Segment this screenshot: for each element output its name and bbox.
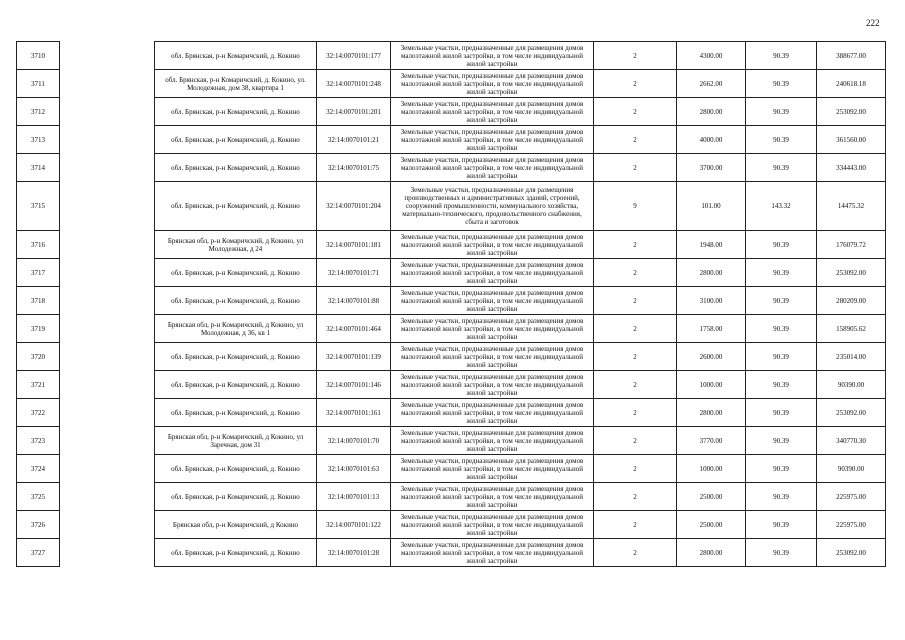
address-cell: обл. Брянская, р-н Комаричский, д. Кокино bbox=[155, 343, 317, 371]
table-row bbox=[17, 399, 886, 427]
empty-gap-cell bbox=[60, 154, 155, 182]
row-number-cell: 3711 bbox=[17, 70, 60, 98]
cadastral-number-cell: 32:14:0070101:71 bbox=[317, 259, 391, 287]
specific-value-cell: 90.39 bbox=[746, 511, 817, 539]
cadastral-value-cell: 334443.00 bbox=[817, 154, 886, 182]
empty-gap-cell bbox=[60, 371, 155, 399]
group-cell: 2 bbox=[594, 343, 677, 371]
page-number: 222 bbox=[866, 18, 880, 28]
address-cell: Брянская обл, р-н Комаричский, д Кокино bbox=[155, 511, 317, 539]
land-use-cell: Земельные участки, предназначенные для размещения домов малоэтажной жилой застройки, в том числе индивидуальной жилой застройки bbox=[391, 42, 594, 70]
group-cell: 2 bbox=[594, 399, 677, 427]
specific-value-cell: 90.39 bbox=[746, 70, 817, 98]
area-cell: 2500.00 bbox=[677, 511, 746, 539]
empty-gap-cell bbox=[60, 455, 155, 483]
cadastral-value-cell: 225975.00 bbox=[817, 483, 886, 511]
group-cell: 2 bbox=[594, 371, 677, 399]
group-cell: 2 bbox=[594, 315, 677, 343]
cadastral-value-cell: 253092.00 bbox=[817, 539, 886, 567]
cadastral-value-cell: 14475.32 bbox=[817, 182, 886, 231]
empty-gap-cell bbox=[60, 483, 155, 511]
table-row bbox=[17, 126, 886, 154]
row-number-cell: 3712 bbox=[17, 98, 60, 126]
cadastral-number-cell: 32:14:0070101:181 bbox=[317, 231, 391, 259]
land-use-cell: Земельные участки, предназначенные для размещения домов малоэтажной жилой застройки, в том числе индивидуальной жилой застройки bbox=[391, 427, 594, 455]
land-use-cell: Земельные участки, предназначенные для размещения производственных и административных зданий, строений, сооружений промышленности, коммунального хозяйства, материально-технического, продовольственного снабжения, сбыта и заготовок bbox=[391, 182, 594, 231]
specific-value-cell: 90.39 bbox=[746, 98, 817, 126]
address-cell: обл. Брянская, р-н Комаричский, д. Кокино bbox=[155, 287, 317, 315]
area-cell: 3700.00 bbox=[677, 154, 746, 182]
table-row bbox=[17, 259, 886, 287]
address-cell: обл. Брянская, р-н Комаричский, д. Кокино bbox=[155, 98, 317, 126]
group-cell: 2 bbox=[594, 455, 677, 483]
specific-value-cell: 90.39 bbox=[746, 231, 817, 259]
empty-gap-cell bbox=[60, 259, 155, 287]
land-use-cell: Земельные участки, предназначенные для размещения домов малоэтажной жилой застройки, в том числе индивидуальной жилой застройки bbox=[391, 287, 594, 315]
group-cell: 2 bbox=[594, 287, 677, 315]
area-cell: 2800.00 bbox=[677, 259, 746, 287]
group-cell: 2 bbox=[594, 70, 677, 98]
group-cell: 2 bbox=[594, 539, 677, 567]
address-cell: обл. Брянская, р-н Комаричский, д. Кокино bbox=[155, 182, 317, 231]
group-cell: 2 bbox=[594, 427, 677, 455]
area-cell: 2600.00 bbox=[677, 343, 746, 371]
cadastral-number-cell: 32:14:0070101:122 bbox=[317, 511, 391, 539]
cadastral-number-cell: 32:14:0070101:161 bbox=[317, 399, 391, 427]
empty-gap-cell bbox=[60, 539, 155, 567]
land-use-cell: Земельные участки, предназначенные для размещения домов малоэтажной жилой застройки, в том числе индивидуальной жилой застройки bbox=[391, 343, 594, 371]
land-use-cell: Земельные участки, предназначенные для размещения домов малоэтажной жилой застройки, в том числе индивидуальной жилой застройки bbox=[391, 126, 594, 154]
empty-gap-cell bbox=[60, 287, 155, 315]
area-cell: 1000.00 bbox=[677, 371, 746, 399]
address-cell: обл. Брянская, р-н Комаричский, д. Кокино bbox=[155, 42, 317, 70]
land-use-cell: Земельные участки, предназначенные для размещения домов малоэтажной жилой застройки, в том числе индивидуальной жилой застройки bbox=[391, 483, 594, 511]
land-use-cell: Земельные участки, предназначенные для размещения домов малоэтажной жилой застройки, в том числе индивидуальной жилой застройки bbox=[391, 399, 594, 427]
cadastral-number-cell: 32:14:0070101:201 bbox=[317, 98, 391, 126]
cadastral-number-cell: 32:14:0070101:21 bbox=[317, 126, 391, 154]
table-row bbox=[17, 70, 886, 98]
empty-gap-cell bbox=[60, 70, 155, 98]
row-number-cell: 3715 bbox=[17, 182, 60, 231]
cadastral-value-cell: 90390.00 bbox=[817, 455, 886, 483]
area-cell: 1000.00 bbox=[677, 455, 746, 483]
land-use-cell: Земельные участки, предназначенные для размещения домов малоэтажной жилой застройки, в том числе индивидуальной жилой застройки bbox=[391, 455, 594, 483]
specific-value-cell: 90.39 bbox=[746, 539, 817, 567]
specific-value-cell: 90.39 bbox=[746, 287, 817, 315]
table-row bbox=[17, 343, 886, 371]
cadastral-value-cell: 176079.72 bbox=[817, 231, 886, 259]
area-cell: 2662.00 bbox=[677, 70, 746, 98]
table-row bbox=[17, 455, 886, 483]
table-body bbox=[17, 42, 886, 567]
empty-gap-cell bbox=[60, 511, 155, 539]
specific-value-cell: 90.39 bbox=[746, 427, 817, 455]
land-use-cell: Земельные участки, предназначенные для размещения домов малоэтажной жилой застройки, в том числе индивидуальной жилой застройки bbox=[391, 70, 594, 98]
table-row bbox=[17, 371, 886, 399]
row-number-cell: 3725 bbox=[17, 483, 60, 511]
row-number-cell: 3710 bbox=[17, 42, 60, 70]
empty-gap-cell bbox=[60, 98, 155, 126]
table-row bbox=[17, 315, 886, 343]
address-cell: обл. Брянская, р-н Комаричский, д. Кокино bbox=[155, 371, 317, 399]
cadastral-value-cell: 253092.00 bbox=[817, 98, 886, 126]
specific-value-cell: 90.39 bbox=[746, 483, 817, 511]
cadastral-number-cell: 32:14:0070101:28 bbox=[317, 539, 391, 567]
empty-gap-cell bbox=[60, 315, 155, 343]
address-cell: обл. Брянская, р-н Комаричский, д. Кокино bbox=[155, 483, 317, 511]
cadastral-number-cell: 32:14:0070101:177 bbox=[317, 42, 391, 70]
specific-value-cell: 90.39 bbox=[746, 371, 817, 399]
row-number-cell: 3717 bbox=[17, 259, 60, 287]
address-cell: обл. Брянская, р-н Комаричский, д. Кокино bbox=[155, 126, 317, 154]
row-number-cell: 3719 bbox=[17, 315, 60, 343]
table-row bbox=[17, 427, 886, 455]
area-cell: 3770.00 bbox=[677, 427, 746, 455]
area-cell: 2800.00 bbox=[677, 539, 746, 567]
area-cell: 4300.00 bbox=[677, 42, 746, 70]
area-cell: 2800.00 bbox=[677, 98, 746, 126]
address-cell: Брянская обл, р-н Комаричский, д Кокино, ул Молодежная, д 36, кв 1 bbox=[155, 315, 317, 343]
group-cell: 2 bbox=[594, 511, 677, 539]
address-cell: обл. Брянская, р-н Комаричский, д. Кокино bbox=[155, 539, 317, 567]
area-cell: 2500.00 bbox=[677, 483, 746, 511]
cadastral-value-cell: 240618.18 bbox=[817, 70, 886, 98]
address-cell: обл. Брянская, р-н Комаричский, д. Кокино bbox=[155, 259, 317, 287]
cadastral-number-cell: 32:14:0070101:204 bbox=[317, 182, 391, 231]
row-number-cell: 3724 bbox=[17, 455, 60, 483]
table-row bbox=[17, 154, 886, 182]
land-use-cell: Земельные участки, предназначенные для размещения домов малоэтажной жилой застройки, в том числе индивидуальной жилой застройки bbox=[391, 259, 594, 287]
area-cell: 1948.00 bbox=[677, 231, 746, 259]
cadastral-value-cell: 388677.00 bbox=[817, 42, 886, 70]
area-cell: 2800.00 bbox=[677, 399, 746, 427]
row-number-cell: 3714 bbox=[17, 154, 60, 182]
specific-value-cell: 90.39 bbox=[746, 154, 817, 182]
specific-value-cell: 143.32 bbox=[746, 182, 817, 231]
cadastral-value-cell: 253092.00 bbox=[817, 259, 886, 287]
area-cell: 1758.00 bbox=[677, 315, 746, 343]
cadastral-value-cell: 340770.30 bbox=[817, 427, 886, 455]
specific-value-cell: 90.39 bbox=[746, 343, 817, 371]
area-cell: 3100.00 bbox=[677, 287, 746, 315]
table-row bbox=[17, 182, 886, 231]
empty-gap-cell bbox=[60, 399, 155, 427]
group-cell: 2 bbox=[594, 126, 677, 154]
cadastral-number-cell: 32:14:0070101:63 bbox=[317, 455, 391, 483]
cadastral-number-cell: 32:14:0070101:13 bbox=[317, 483, 391, 511]
land-use-cell: Земельные участки, предназначенные для размещения домов малоэтажной жилой застройки, в том числе индивидуальной жилой застройки bbox=[391, 154, 594, 182]
row-number-cell: 3723 bbox=[17, 427, 60, 455]
empty-gap-cell bbox=[60, 427, 155, 455]
address-cell: обл. Брянская, р-н Комаричский, д. Кокино bbox=[155, 399, 317, 427]
row-number-cell: 3718 bbox=[17, 287, 60, 315]
cadastral-value-cell: 158905.62 bbox=[817, 315, 886, 343]
empty-gap-cell bbox=[60, 182, 155, 231]
address-cell: обл. Брянская, р-н Комаричский, д. Кокино bbox=[155, 154, 317, 182]
row-number-cell: 3727 bbox=[17, 539, 60, 567]
table-row bbox=[17, 539, 886, 567]
row-number-cell: 3713 bbox=[17, 126, 60, 154]
table-row bbox=[17, 42, 886, 70]
row-number-cell: 3726 bbox=[17, 511, 60, 539]
land-use-cell: Земельные участки, предназначенные для размещения домов малоэтажной жилой застройки, в том числе индивидуальной жилой застройки bbox=[391, 315, 594, 343]
specific-value-cell: 90.39 bbox=[746, 455, 817, 483]
specific-value-cell: 90.39 bbox=[746, 126, 817, 154]
row-number-cell: 3722 bbox=[17, 399, 60, 427]
table-row bbox=[17, 511, 886, 539]
row-number-cell: 3721 bbox=[17, 371, 60, 399]
cadastral-number-cell: 32:14:0070101:464 bbox=[317, 315, 391, 343]
row-number-cell: 3720 bbox=[17, 343, 60, 371]
cadastral-number-cell: 32:14:0070101:70 bbox=[317, 427, 391, 455]
group-cell: 2 bbox=[594, 483, 677, 511]
cadastral-value-cell: 225975.00 bbox=[817, 511, 886, 539]
empty-gap-cell bbox=[60, 42, 155, 70]
cadastral-number-cell: 32:14:0070101:75 bbox=[317, 154, 391, 182]
table-row bbox=[17, 231, 886, 259]
group-cell: 2 bbox=[594, 154, 677, 182]
empty-gap-cell bbox=[60, 231, 155, 259]
group-cell: 9 bbox=[594, 182, 677, 231]
empty-gap-cell bbox=[60, 126, 155, 154]
group-cell: 2 bbox=[594, 231, 677, 259]
cadastral-number-cell: 32:14:0070101:88 bbox=[317, 287, 391, 315]
specific-value-cell: 90.39 bbox=[746, 42, 817, 70]
table-row bbox=[17, 483, 886, 511]
table-row bbox=[17, 98, 886, 126]
land-use-cell: Земельные участки, предназначенные для размещения домов малоэтажной жилой застройки, в том числе индивидуальной жилой застройки bbox=[391, 539, 594, 567]
specific-value-cell: 90.39 bbox=[746, 399, 817, 427]
land-registry-table bbox=[16, 41, 886, 567]
cadastral-number-cell: 32:14:0070101:139 bbox=[317, 343, 391, 371]
cadastral-value-cell: 253092.00 bbox=[817, 399, 886, 427]
land-use-cell: Земельные участки, предназначенные для размещения домов малоэтажной жилой застройки, в том числе индивидуальной жилой застройки bbox=[391, 98, 594, 126]
area-cell: 101.00 bbox=[677, 182, 746, 231]
specific-value-cell: 90.39 bbox=[746, 315, 817, 343]
land-use-cell: Земельные участки, предназначенные для размещения домов малоэтажной жилой застройки, в том числе индивидуальной жилой застройки bbox=[391, 371, 594, 399]
address-cell: обл. Брянская, р-н Комаричский, д. Кокино, ул. Молодежная, дом 38, квартира 1 bbox=[155, 70, 317, 98]
land-use-cell: Земельные участки, предназначенные для размещения домов малоэтажной жилой застройки, в том числе индивидуальной жилой застройки bbox=[391, 511, 594, 539]
group-cell: 2 bbox=[594, 259, 677, 287]
table-row bbox=[17, 287, 886, 315]
specific-value-cell: 90.39 bbox=[746, 259, 817, 287]
cadastral-number-cell: 32:14:0070101:248 bbox=[317, 70, 391, 98]
land-use-cell: Земельные участки, предназначенные для размещения домов малоэтажной жилой застройки, в том числе индивидуальной жилой застройки bbox=[391, 231, 594, 259]
address-cell: Брянская обл, р-н Комаричский, д Кокино, ул Молодежная, д 24 bbox=[155, 231, 317, 259]
cadastral-number-cell: 32:14:0070101:146 bbox=[317, 371, 391, 399]
row-number-cell: 3716 bbox=[17, 231, 60, 259]
address-cell: Брянская обл, р-н Комаричский, д Кокино, ул Заречная, дом 31 bbox=[155, 427, 317, 455]
cadastral-value-cell: 361560.00 bbox=[817, 126, 886, 154]
group-cell: 2 bbox=[594, 98, 677, 126]
cadastral-value-cell: 235014.00 bbox=[817, 343, 886, 371]
group-cell: 2 bbox=[594, 42, 677, 70]
address-cell: обл. Брянская, р-н Комаричский, д. Кокино bbox=[155, 455, 317, 483]
cadastral-value-cell: 90390.00 bbox=[817, 371, 886, 399]
area-cell: 4000.00 bbox=[677, 126, 746, 154]
empty-gap-cell bbox=[60, 343, 155, 371]
cadastral-value-cell: 280209.00 bbox=[817, 287, 886, 315]
